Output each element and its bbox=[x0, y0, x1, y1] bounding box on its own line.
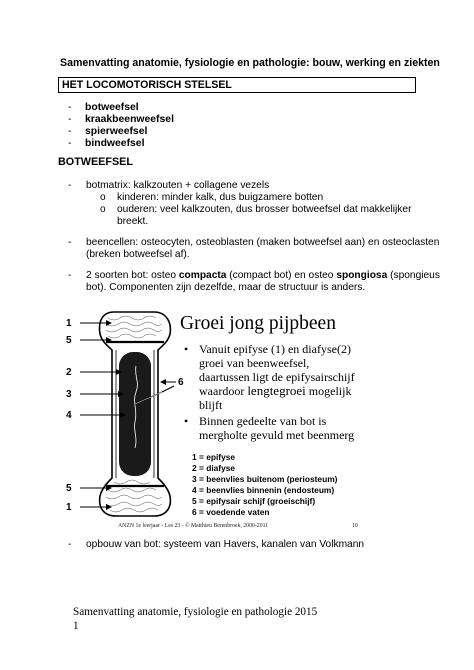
legend-item: 2 = diafyse bbox=[192, 463, 236, 473]
figure-bullet-1-cont: waardoor lengtegroei mogelijk bbox=[199, 383, 352, 398]
diagram-label-6: 6 bbox=[178, 377, 184, 388]
figure-bullet-1-cont: blijft bbox=[199, 398, 223, 412]
legend-item: 1 = epifyse bbox=[192, 452, 236, 462]
legend-item: 6 = voedende vaten bbox=[192, 507, 270, 517]
tissue-list-item: - bindweefsel bbox=[68, 138, 145, 149]
bullet-dot: • bbox=[184, 414, 189, 428]
figure-bullet-1-cont: daartussen ligt de epifysairschijf bbox=[199, 370, 355, 384]
figure-bullet-1-cont: groei van beenweefsel, bbox=[199, 356, 310, 370]
bullet-beencellen: beencellen: osteocyten, osteoblasten (maken botweefsel aan) en osteoclasten bbox=[86, 237, 440, 248]
figure-page-number: 10 bbox=[352, 523, 358, 529]
sub-bullet-kinderen: kinderen: minder kalk, dus buigzamere botten bbox=[117, 192, 324, 203]
dash: - bbox=[68, 539, 72, 550]
bullet-soorten-bot: 2 soorten bot: osteo compacta (compact bot) en osteo spongiosa (spongieus bbox=[86, 270, 440, 281]
sub-bullet-marker: o bbox=[100, 204, 106, 215]
dash: - bbox=[68, 270, 72, 281]
legend-item: 5 = epifysair schijf (groeischijf) bbox=[192, 496, 316, 506]
tissue-list-item: - spierweefsel bbox=[68, 126, 148, 137]
sub-bullet-marker: o bbox=[100, 192, 106, 203]
bullet-soorten-bot-cont: bot). Componenten zijn dezelfde, maar de structuur is anders. bbox=[86, 282, 366, 293]
page-footer: Samenvatting anatomie, fysiologie en pathologie 2015 bbox=[73, 606, 318, 618]
figure-bullet-2-cont: mergholte gevuld met beenmerg bbox=[199, 428, 355, 442]
dash: - bbox=[68, 237, 72, 248]
figure-bullet-1: Vanuit epifyse (1) en diafyse(2) bbox=[199, 342, 351, 356]
legend-item: 3 = beenvlies buitenom (periosteum) bbox=[192, 474, 338, 484]
figure-title: Groei jong pijpbeen bbox=[180, 313, 336, 334]
tissue-list-item: - kraakbeenweefsel bbox=[68, 114, 174, 125]
sub-bullet-ouderen: ouderen: veel kalkzouten, dus brosser botweefsel dat makkelijker bbox=[117, 204, 412, 215]
sub-bullet-ouderen-cont: breekt. bbox=[117, 216, 149, 227]
bullet-botmatrix: botmatrix: kalkzouten + collagene vezels bbox=[86, 180, 270, 191]
diagram-label-5-bottom: 5 bbox=[66, 483, 72, 494]
diagram-label-4: 4 bbox=[66, 410, 72, 421]
legend-item: 4 = beenvlies binnenin (endosteum) bbox=[192, 485, 335, 495]
long-bone-diagram bbox=[62, 306, 192, 521]
diagram-label-5: 5 bbox=[66, 335, 72, 346]
figure-caption: ANZN 1e leerjaar - Les 23 - © Matthieu Berenbroek, 2000-2011 bbox=[118, 523, 269, 529]
diagram-label-2: 2 bbox=[66, 367, 72, 378]
document-title: Samenvatting anatomie, fysiologie en pathologie: bouw, werking en ziekten bbox=[60, 57, 440, 69]
page-number: 1 bbox=[73, 620, 79, 632]
dash: - bbox=[68, 180, 72, 191]
figure-bullet-2: Binnen gedeelte van bot is bbox=[199, 414, 327, 428]
diagram-label-1-bottom: 1 bbox=[66, 502, 72, 513]
section-heading: HET LOCOMOTORISCH STELSEL bbox=[62, 79, 232, 91]
diagram-label-3: 3 bbox=[66, 389, 72, 400]
diagram-label-1: 1 bbox=[66, 318, 72, 329]
subheading: BOTWEEFSEL bbox=[58, 156, 133, 168]
bullet-beencellen-cont: (breken botweefsel af). bbox=[86, 249, 190, 260]
bullet-dot: • bbox=[184, 342, 189, 356]
tissue-list-item: - botweefsel bbox=[68, 102, 139, 113]
bullet-opbouw: opbouw van bot: systeem van Havers, kanalen van Volkmann bbox=[86, 539, 365, 550]
